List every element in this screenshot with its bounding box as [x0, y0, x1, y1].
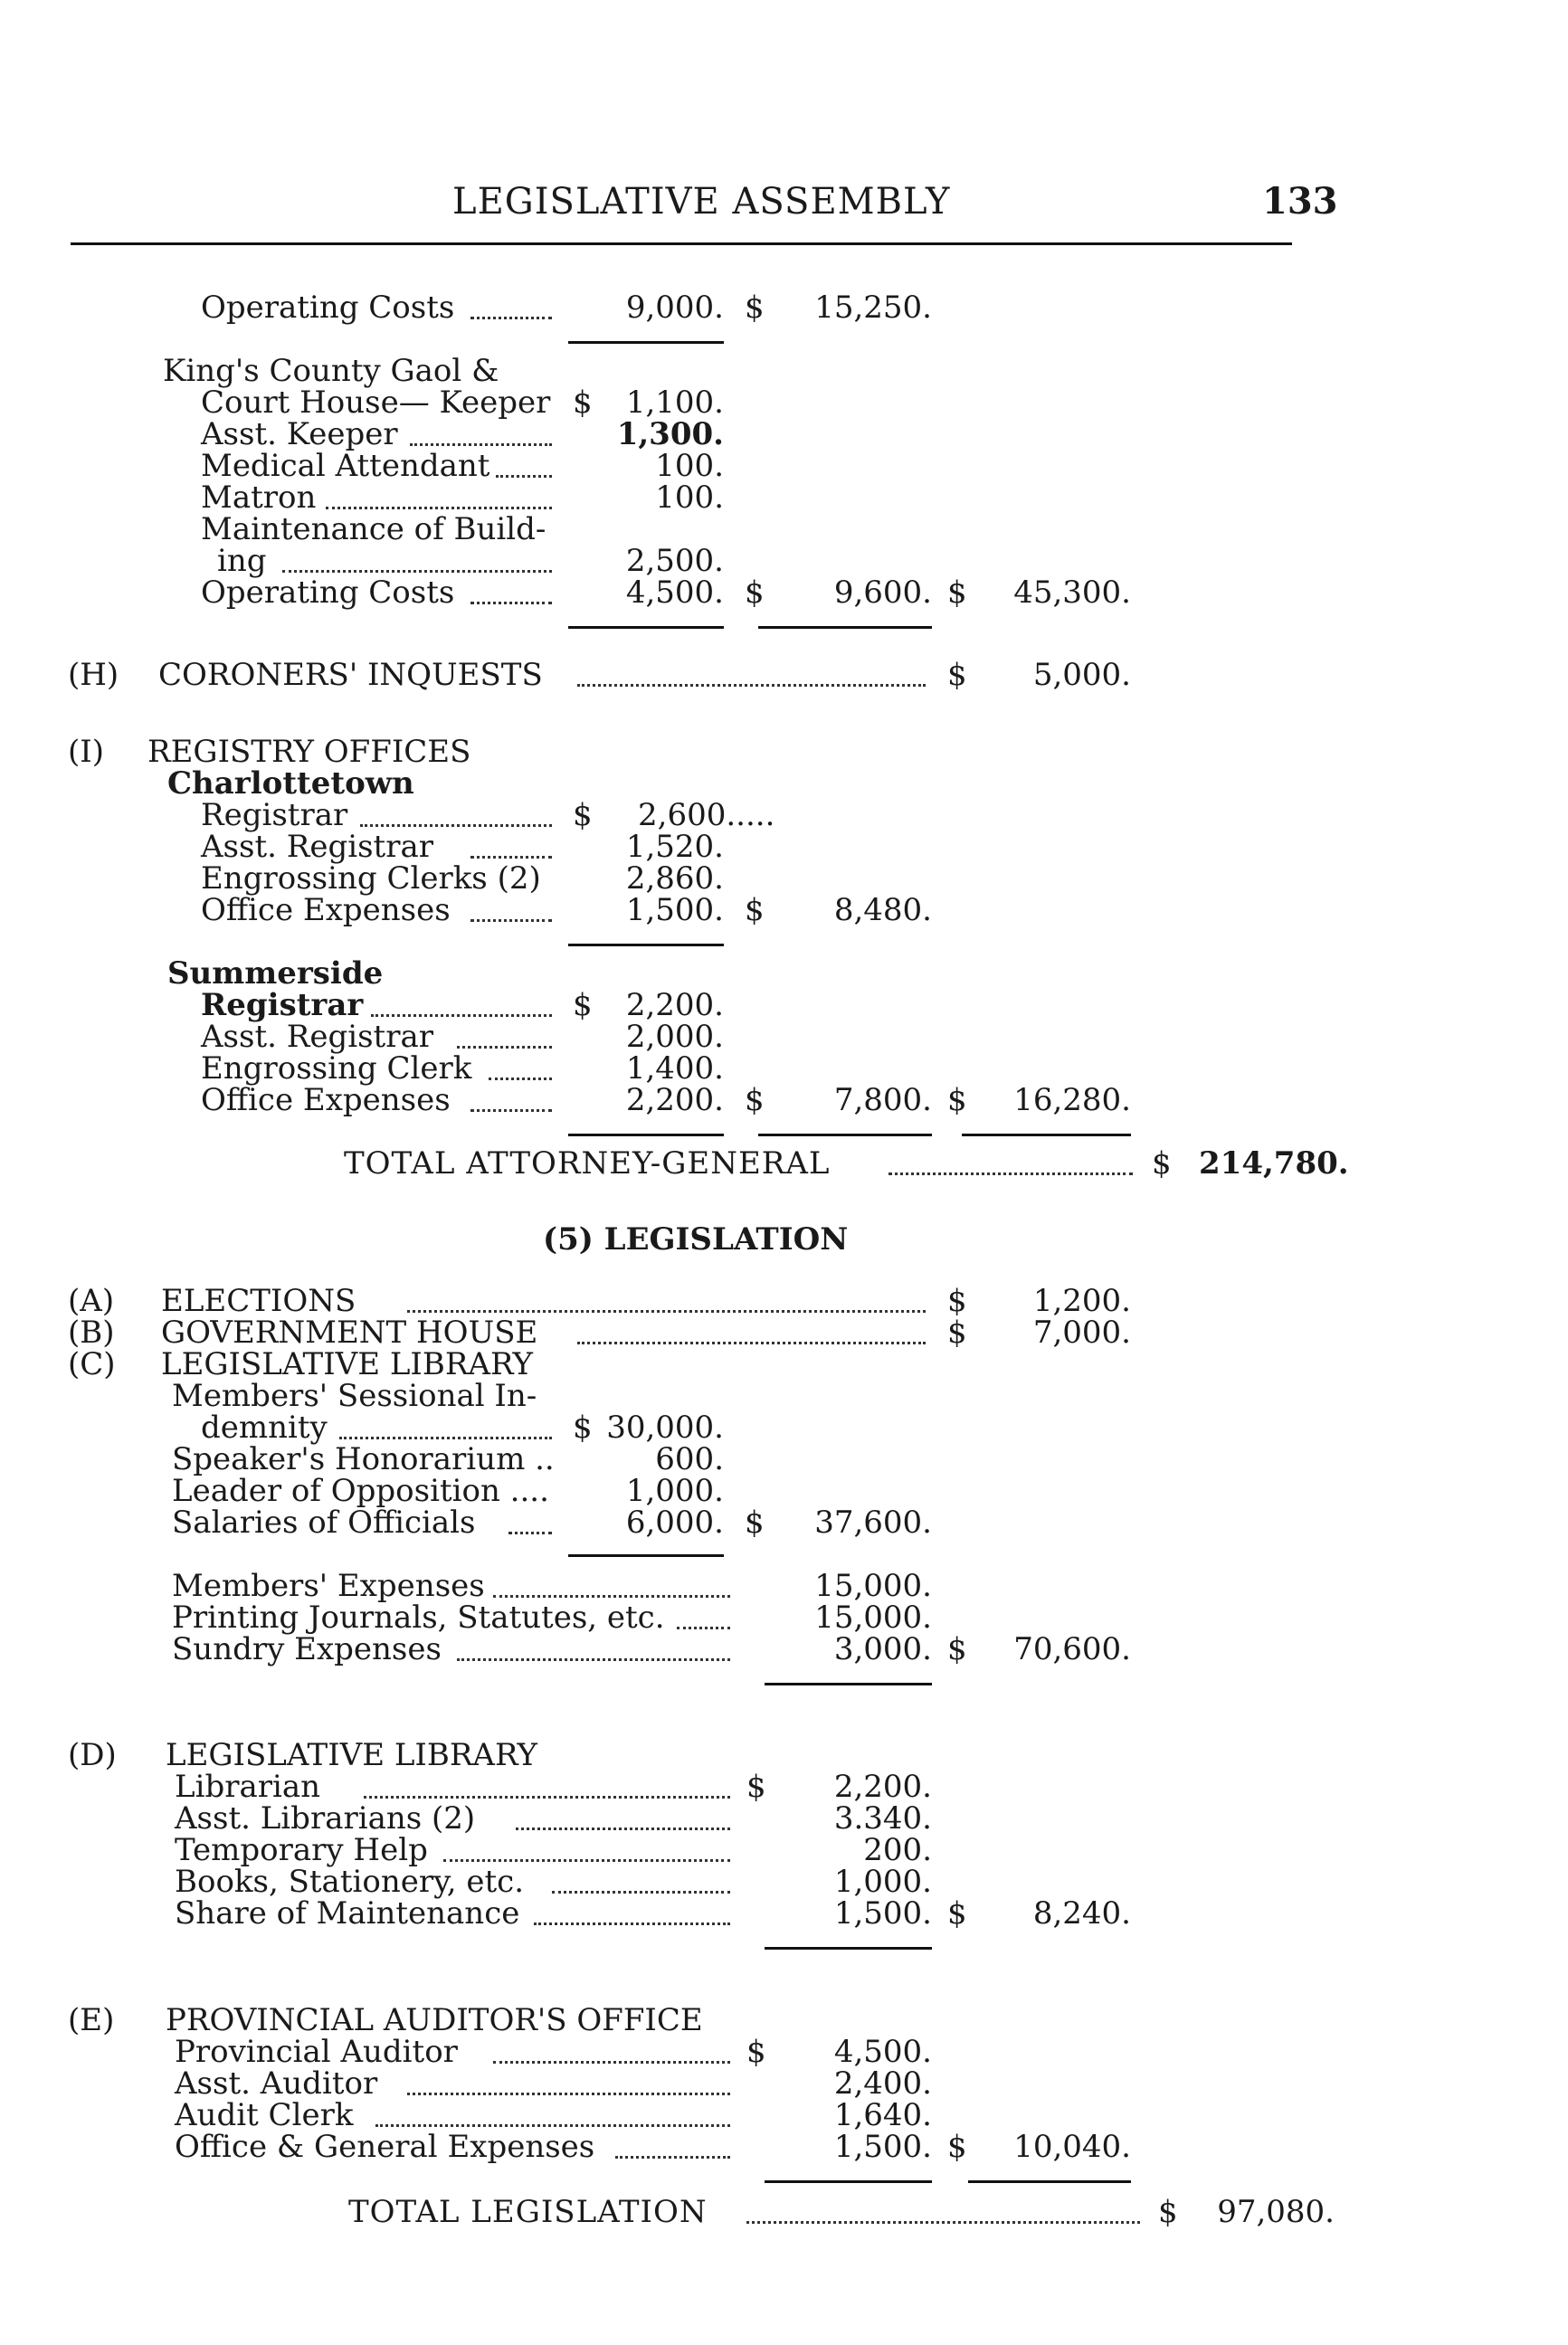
keeper-amount: 1,100. [625, 385, 724, 421]
audit-clerk-label: Audit Clerk [175, 2097, 354, 2133]
asst-librarians-label: Asst. Librarians (2) [175, 1800, 476, 1837]
elections-letter: (A) [68, 1283, 115, 1319]
prov-auditor-label: Provincial Auditor [175, 2034, 458, 2070]
govhouse-letter: (B) [68, 1315, 115, 1351]
dollar-sign: $ [947, 1082, 967, 1118]
asst-auditor-label: Asst. Auditor [175, 2065, 378, 2102]
leader-dots [339, 1433, 552, 1439]
total-ag-amount: 214,780. [1199, 1145, 1349, 1182]
total-ag-label: TOTAL ATTORNEY-GENERAL [344, 1145, 831, 1182]
dollar-sign: $ [745, 290, 765, 326]
dollar-sign: $ [573, 987, 593, 1023]
header-rule [71, 242, 1292, 245]
share-label: Share of Maintenance [175, 1895, 520, 1932]
dollar-sign: $ [745, 1505, 765, 1541]
salaries-amount: 6,000. [625, 1505, 724, 1541]
dollar-sign: $ [573, 385, 593, 421]
op-costs-amount: 9,000. [625, 290, 724, 326]
su-office-label: Office Expenses [201, 1082, 451, 1118]
maintenance-line2: ing [217, 543, 267, 579]
maintenance-amount: 2,500. [625, 543, 724, 579]
members-line1: Members' Sessional In- [172, 1378, 537, 1414]
leader-dots [457, 1042, 552, 1049]
speaker-label: Speaker's Honorarium .. [172, 1441, 555, 1477]
ch-office-amount: 1,500. [625, 892, 724, 928]
ch-registrar-amount: 2,600..... [638, 797, 775, 833]
leader-dots [889, 1169, 1133, 1175]
ch-asst-label: Asst. Registrar [201, 829, 433, 865]
total-legislation-amount: 97,080. [1217, 2194, 1335, 2230]
dollar-sign: $ [947, 2129, 967, 2165]
leglib-c-label: LEGISLATIVE LIBRARY [161, 1346, 533, 1382]
members-amount: 30,000. [606, 1410, 724, 1446]
leader-dots [443, 1856, 730, 1862]
subtotal-rule [568, 944, 724, 946]
asst-auditor-amount: 2,400. [833, 2065, 932, 2102]
keeper-label: Court House— Keeper [201, 385, 551, 421]
dollar-sign: $ [746, 1769, 766, 1805]
leader-amount: 1,000. [625, 1473, 724, 1509]
temp-help-amount: 200. [863, 1832, 932, 1868]
leader-dots [516, 1824, 730, 1830]
leader-dots [282, 566, 552, 573]
gaol-op-costs-amount: 4,500. [625, 574, 724, 611]
matron-amount: 100. [655, 479, 724, 516]
leader-dots [375, 2121, 730, 2127]
leader-dots [371, 1011, 552, 1017]
temp-help-label: Temporary Help [175, 1832, 428, 1868]
subtotal-rule [765, 1947, 932, 1950]
members-expenses-label: Members' Expenses [172, 1568, 485, 1604]
leglib-c-total: 70,600. [1013, 1631, 1131, 1667]
dollar-sign: $ [947, 1895, 967, 1932]
govhouse-total: 7,000. [1032, 1315, 1131, 1351]
su-office-amount: 2,200. [625, 1082, 724, 1118]
leader-dots [493, 2057, 730, 2064]
subtotal-rule [568, 626, 724, 629]
leader-dots [677, 1623, 730, 1629]
registry-total: 16,280. [1013, 1082, 1131, 1118]
dollar-sign: $ [947, 1315, 967, 1351]
dollar-sign: $ [1158, 2194, 1178, 2230]
dollar-sign: $ [573, 1410, 593, 1446]
kings-gaol-line1: King's County Gaol & [163, 353, 499, 389]
maintenance-line1: Maintenance of Build- [201, 511, 546, 547]
ch-clerks-amount: 2,860. [625, 860, 724, 897]
auditor-letter: (E) [68, 2002, 115, 2038]
dollar-sign: $ [947, 1283, 967, 1319]
dollar-sign: $ [947, 574, 967, 611]
leglib-d-total: 8,240. [1032, 1895, 1131, 1932]
subtotal-rule [962, 1134, 1131, 1136]
share-amount: 1,500. [833, 1895, 932, 1932]
leader-dots [489, 1074, 552, 1080]
leader-dots [470, 852, 552, 859]
leader-dots [552, 1887, 730, 1894]
leader-dots [470, 313, 552, 319]
sundry-label: Sundry Expenses [172, 1631, 442, 1667]
registry-letter: (I) [68, 734, 104, 770]
printing-label: Printing Journals, Statutes, etc. [172, 1600, 665, 1636]
leader-dots [360, 821, 552, 827]
salaries-label: Salaries of Officials [172, 1505, 476, 1541]
ch-clerks-label: Engrossing Clerks (2) [201, 860, 541, 897]
subtotal-rule [765, 2180, 932, 2183]
leader-dots [508, 1528, 552, 1534]
ch-office-label: Office Expenses [201, 892, 451, 928]
office-general-amount: 1,500. [833, 2129, 932, 2165]
matron-label: Matron [201, 479, 317, 516]
leader-dots [364, 1792, 730, 1799]
su-asst-amount: 2,000. [625, 1019, 724, 1055]
su-asst-label: Asst. Registrar [201, 1019, 433, 1055]
section-title: (5) LEGISLATION [543, 1221, 849, 1258]
leader-dots [470, 916, 552, 922]
elections-label: ELECTIONS [161, 1283, 356, 1319]
members-line2: demnity [201, 1410, 328, 1446]
subtotal-rule [758, 626, 932, 629]
leglib-c-letter: (C) [68, 1346, 116, 1382]
books-label: Books, Stationery, etc. [175, 1864, 525, 1900]
dollar-sign: $ [746, 2034, 766, 2070]
su-clerk-amount: 1,400. [625, 1050, 724, 1087]
sundry-amount: 3,000. [833, 1631, 932, 1667]
coroners-label: CORONERS' INQUESTS [158, 657, 543, 693]
asst-keeper-amount: 1,300. [616, 416, 724, 452]
subtotal-rule [568, 341, 724, 344]
subtotal-rule [568, 1134, 724, 1136]
leader-dots [534, 1919, 730, 1925]
medical-amount: 100. [655, 448, 724, 484]
coroners-total: 5,000. [1032, 657, 1131, 693]
dollar-sign: $ [745, 892, 765, 928]
leglib-d-letter: (D) [68, 1737, 117, 1773]
govhouse-label: GOVERNMENT HOUSE [161, 1315, 538, 1351]
medical-label: Medical Attendant [201, 448, 490, 484]
books-amount: 1,000. [833, 1864, 932, 1900]
leglib-c-subtotal: 37,600. [814, 1505, 932, 1541]
dollar-sign: $ [745, 574, 765, 611]
leader-dots [493, 1591, 730, 1598]
ch-subtotal: 8,480. [833, 892, 932, 928]
librarian-label: Librarian [175, 1769, 321, 1805]
leader-dots [410, 440, 552, 446]
speaker-amount: 600. [655, 1441, 724, 1477]
auditor-label: PROVINCIAL AUDITOR'S OFFICE [166, 2002, 703, 2038]
leader-label: Leader of Opposition .... [172, 1473, 549, 1509]
charlottetown-title: Charlottetown [167, 765, 414, 802]
summerside-title: Summerside [167, 955, 384, 992]
librarian-amount: 2,200. [833, 1769, 932, 1805]
asst-librarians-amount: 3.340. [833, 1800, 932, 1837]
prov-auditor-amount: 4,500. [833, 2034, 932, 2070]
op-costs-subtotal: 15,250. [814, 290, 932, 326]
gaol-op-costs-label: Operating Costs [201, 574, 455, 611]
leader-dots [457, 1655, 730, 1661]
total-legislation-label: TOTAL LEGISLATION [348, 2194, 708, 2230]
leader-dots [407, 1306, 926, 1313]
registry-label: REGISTRY OFFICES [147, 734, 471, 770]
subtotal-rule [758, 1134, 932, 1136]
printing-amount: 15,000. [814, 1600, 932, 1636]
dollar-sign: $ [573, 797, 593, 833]
subtotal-rule [968, 2180, 1131, 2183]
audit-clerk-amount: 1,640. [833, 2097, 932, 2133]
members-expenses-amount: 15,000. [814, 1568, 932, 1604]
leader-dots [407, 2089, 730, 2095]
leader-dots [326, 503, 552, 509]
elections-total: 1,200. [1032, 1283, 1131, 1319]
running-header-title: LEGISLATIVE ASSEMBLY [452, 181, 951, 223]
op-costs-label: Operating Costs [201, 290, 455, 326]
leader-dots [746, 2217, 1140, 2224]
dollar-sign: $ [947, 657, 967, 693]
leglib-d-label: LEGISLATIVE LIBRARY [166, 1737, 537, 1773]
leader-dots [577, 680, 926, 687]
gaol-subtotal: 9,600. [833, 574, 932, 611]
ch-registrar-label: Registrar [201, 797, 348, 833]
subtotal-rule [765, 1683, 932, 1685]
gaol-total: 45,300. [1013, 574, 1131, 611]
subtotal-rule [568, 1554, 724, 1557]
leader-dots [577, 1338, 926, 1344]
su-registrar-label: Registrar [201, 987, 364, 1023]
leader-dots [615, 2152, 730, 2159]
auditor-total: 10,040. [1013, 2129, 1131, 2165]
leader-dots [496, 471, 552, 478]
leader-dots [470, 1106, 552, 1112]
su-subtotal: 7,800. [833, 1082, 932, 1118]
su-registrar-amount: 2,200. [625, 987, 724, 1023]
coroners-letter: (H) [68, 657, 119, 693]
office-general-label: Office & General Expenses [175, 2129, 595, 2165]
dollar-sign: $ [745, 1082, 765, 1118]
page-number: 133 [1262, 180, 1338, 223]
leader-dots [470, 598, 552, 604]
dollar-sign: $ [947, 1631, 967, 1667]
asst-keeper-label: Asst. Keeper [201, 416, 398, 452]
dollar-sign: $ [1152, 1145, 1172, 1182]
su-clerk-label: Engrossing Clerk [201, 1050, 472, 1087]
ch-asst-amount: 1,520. [625, 829, 724, 865]
